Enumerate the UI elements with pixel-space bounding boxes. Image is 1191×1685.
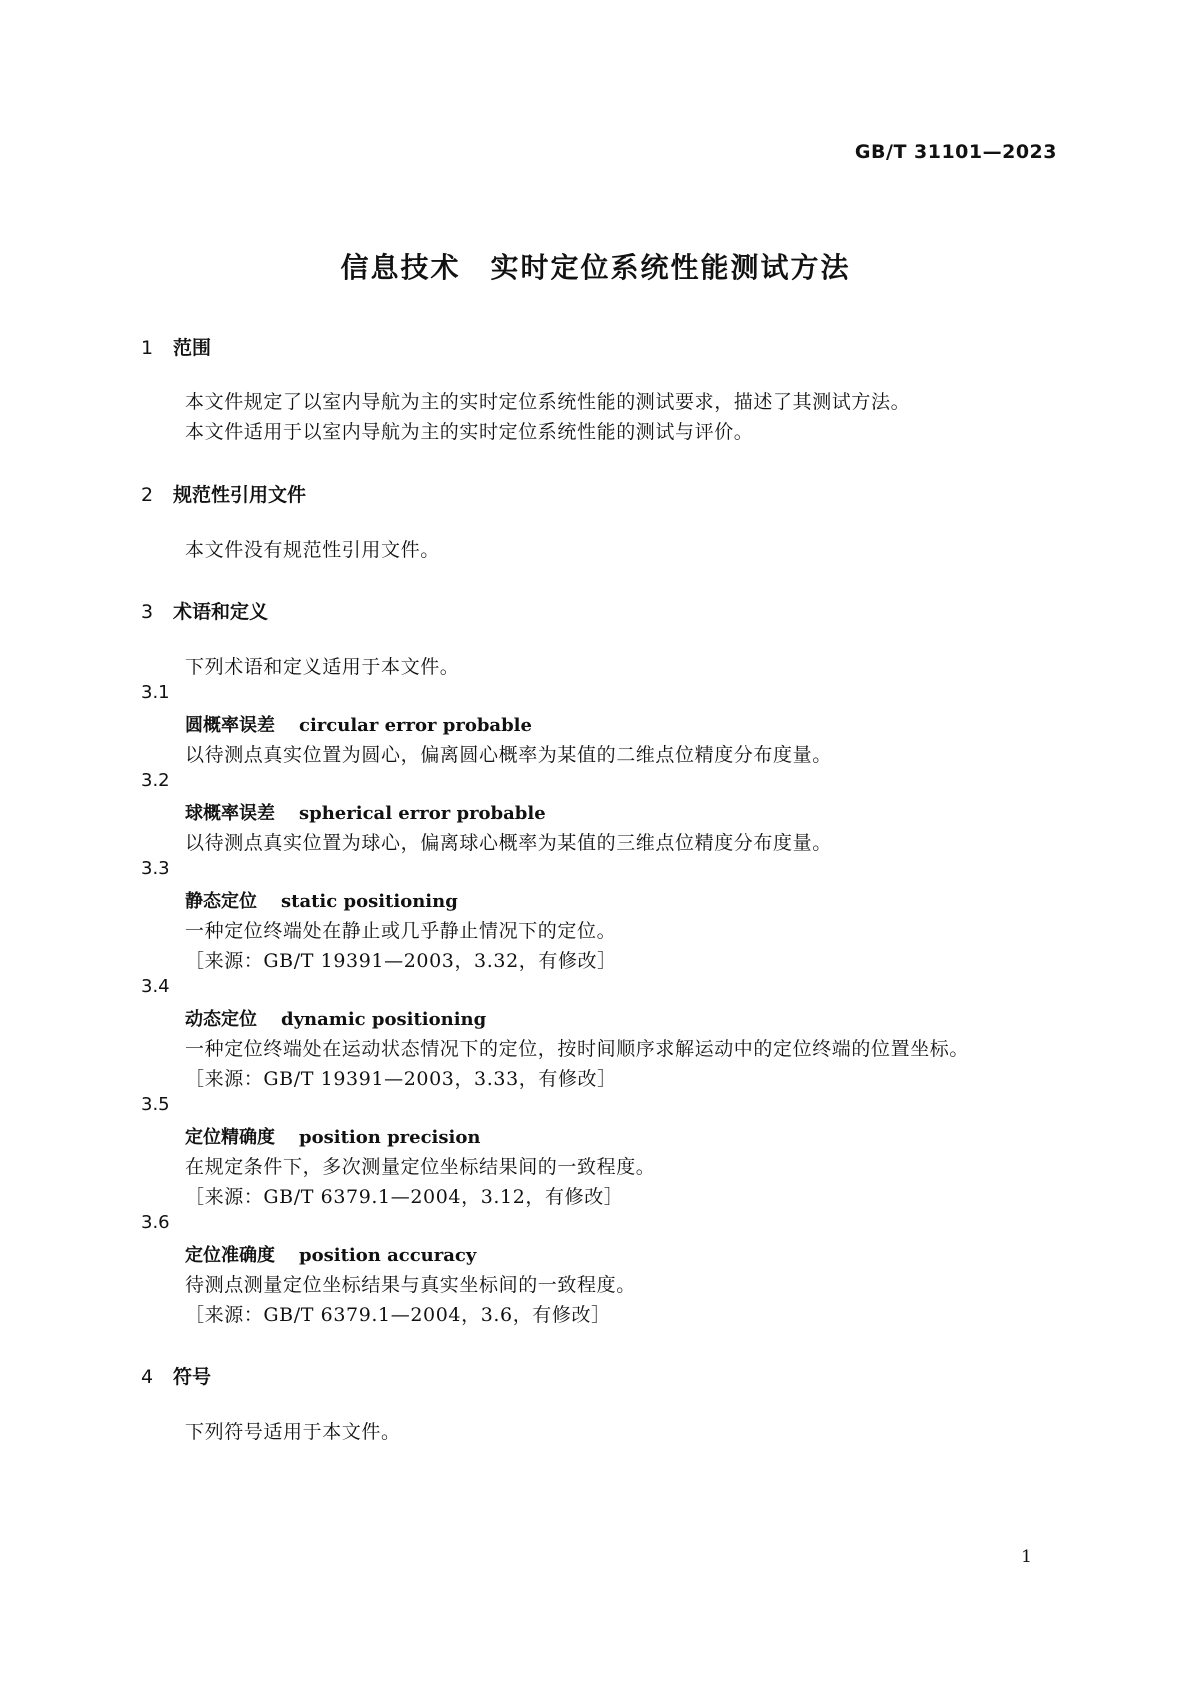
section-number: 4 bbox=[141, 1366, 154, 1388]
term-source: ［来源：GB/T 19391—2003，3.32，有修改］ bbox=[185, 950, 617, 972]
term-name-zh: 动态定位 bbox=[185, 1009, 257, 1030]
term-name-zh: 定位准确度 bbox=[185, 1245, 275, 1266]
paragraph: 下列术语和定义适用于本文件。 bbox=[185, 656, 460, 678]
section-2-heading bbox=[141, 480, 306, 507]
section-3-heading bbox=[141, 597, 268, 624]
section-title: 符号 bbox=[173, 1366, 212, 1388]
term-source: ［来源：GB/T 19391—2003，3.33，有修改］ bbox=[185, 1068, 617, 1090]
term-name-zh: 静态定位 bbox=[185, 891, 257, 912]
section-number: 2 bbox=[141, 484, 154, 506]
term-name-en: spherical error probable bbox=[299, 803, 546, 824]
term-source: ［来源：GB/T 6379.1—2004，3.6，有修改］ bbox=[185, 1304, 611, 1326]
term-name-zh: 定位精确度 bbox=[185, 1127, 275, 1148]
term-number: 3.2 bbox=[141, 770, 170, 791]
paragraph: 本文件没有规范性引用文件。 bbox=[185, 539, 440, 561]
term-name-en: static positioning bbox=[281, 891, 458, 912]
term-definition: 以待测点真实位置为球心，偏离球心概率为某值的三维点位精度分布度量。 bbox=[185, 832, 832, 854]
term-source: ［来源：GB/T 6379.1—2004，3.12，有修改］ bbox=[185, 1186, 624, 1208]
document-title: 信息技术 实时定位系统性能测试方法 bbox=[340, 251, 851, 284]
paragraph: 下列符号适用于本文件。 bbox=[185, 1421, 401, 1443]
term-name bbox=[185, 1241, 476, 1267]
term-name-en: position precision bbox=[299, 1127, 481, 1148]
term-number: 3.3 bbox=[141, 858, 170, 879]
section-number: 3 bbox=[141, 601, 154, 623]
section-title: 术语和定义 bbox=[173, 601, 269, 623]
term-name bbox=[185, 1123, 480, 1149]
term-name bbox=[185, 887, 458, 913]
term-definition: 一种定位终端处在静止或几乎静止情况下的定位。 bbox=[185, 920, 617, 942]
term-definition: 一种定位终端处在运动状态情况下的定位，按时间顺序求解运动中的定位终端的位置坐标。 bbox=[185, 1038, 970, 1060]
term-name bbox=[185, 799, 546, 825]
term-name-zh: 球概率误差 bbox=[185, 803, 275, 824]
term-definition: 以待测点真实位置为圆心，偏离圆心概率为某值的二维点位精度分布度量。 bbox=[185, 744, 832, 766]
paragraph: 本文件适用于以室内导航为主的实时定位系统性能的测试与评价。 bbox=[185, 421, 754, 443]
section-4-heading bbox=[141, 1362, 211, 1389]
term-name bbox=[185, 1005, 486, 1031]
term-name-en: dynamic positioning bbox=[281, 1009, 487, 1030]
term-definition: 待测点测量定位坐标结果与真实坐标间的一致程度。 bbox=[185, 1274, 636, 1296]
section-1-heading bbox=[141, 333, 211, 360]
term-number: 3.6 bbox=[141, 1212, 170, 1233]
term-name-en: circular error probable bbox=[299, 715, 532, 736]
term-name-en: position accuracy bbox=[299, 1245, 477, 1266]
section-number: 1 bbox=[141, 337, 154, 359]
term-number: 3.4 bbox=[141, 976, 170, 997]
paragraph: 本文件规定了以室内导航为主的实时定位系统性能的测试要求，描述了其测试方法。 bbox=[185, 391, 911, 413]
page-number: 1 bbox=[1021, 1547, 1032, 1567]
term-name-zh: 圆概率误差 bbox=[185, 715, 275, 736]
term-number: 3.1 bbox=[141, 682, 170, 703]
section-title: 规范性引用文件 bbox=[173, 484, 307, 506]
section-title: 范围 bbox=[173, 337, 212, 359]
term-number: 3.5 bbox=[141, 1094, 170, 1115]
term-name bbox=[185, 711, 532, 737]
term-definition: 在规定条件下，多次测量定位坐标结果间的一致程度。 bbox=[185, 1156, 656, 1178]
standard-code: GB/T 31101—2023 bbox=[854, 141, 1057, 163]
